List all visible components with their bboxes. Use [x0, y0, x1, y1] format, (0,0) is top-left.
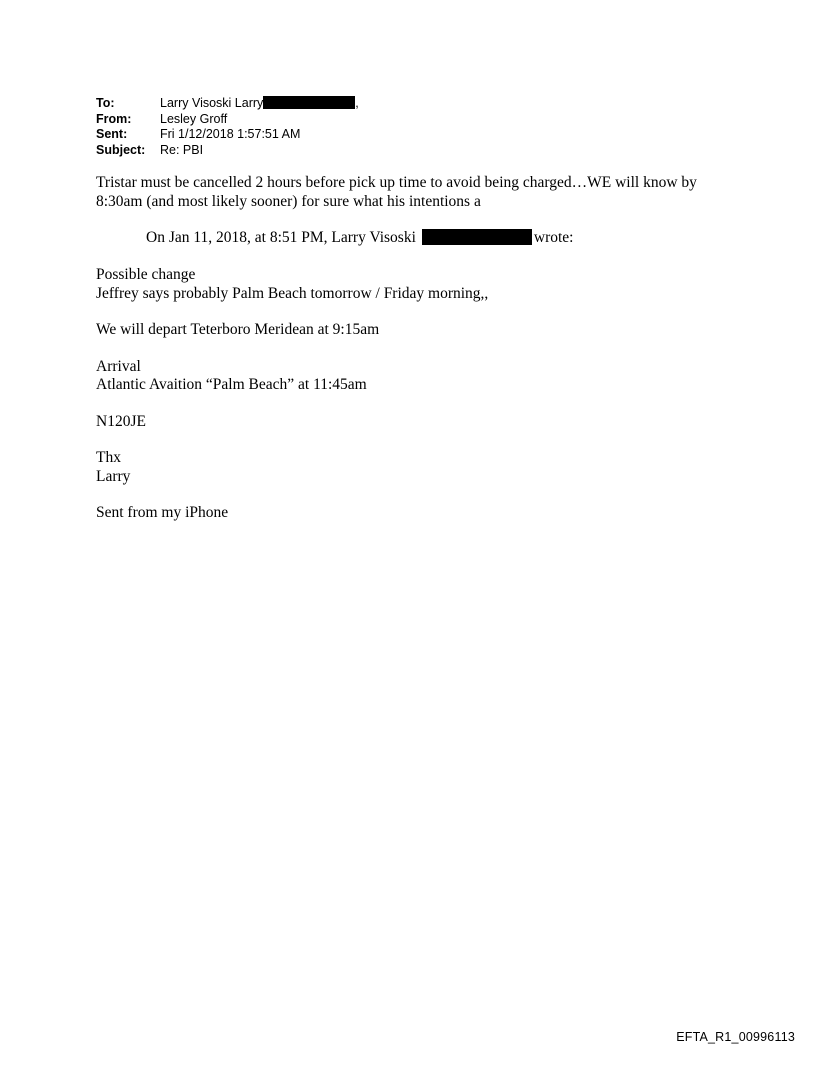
- reply-line-1: Tristar must be cancelled 2 hours before pick up time to avoid being charged…WE will know by: [96, 174, 697, 191]
- header-sent-row: [96, 127, 359, 143]
- quoted-line: Thx: [96, 449, 121, 466]
- quoted-paragraph-2: [96, 321, 736, 340]
- header-to-row: [96, 96, 359, 112]
- reply-paragraph: [96, 174, 736, 211]
- quoted-line: N120JE: [96, 412, 146, 430]
- sent-label: Sent:: [96, 127, 128, 141]
- quoted-line: Jeffrey says probably Palm Beach tomorrow / Friday morning,,: [96, 284, 489, 302]
- document-id: EFTA_R1_00996113: [676, 1030, 795, 1044]
- email-header: [96, 96, 359, 158]
- quoted-message: [96, 266, 736, 541]
- sent-value: Fri 1/12/2018 1:57:51 AM: [160, 127, 301, 141]
- quoted-paragraph-1: [96, 266, 736, 303]
- quoted-paragraph-5: [96, 449, 736, 486]
- quoted-line: Larry: [96, 467, 131, 485]
- quoted-line: Atlantic Avaition “Palm Beach” at 11:45am: [96, 376, 367, 393]
- from-value: Lesley Groff: [160, 111, 228, 126]
- redaction-box: [422, 229, 532, 245]
- quoted-paragraph-6: [96, 504, 736, 523]
- to-value: [160, 96, 359, 112]
- quote-attribution: [146, 229, 574, 248]
- to-name: Larry Visoski Larry: [160, 96, 264, 110]
- quote-suffix: wrote:: [533, 229, 574, 246]
- to-label: To:: [96, 96, 115, 110]
- header-subject-row: [96, 143, 359, 159]
- subject-value: Re: PBI: [160, 142, 204, 157]
- reply-body: [96, 174, 736, 229]
- quoted-paragraph-3: [96, 358, 736, 395]
- from-label: From:: [96, 111, 132, 126]
- subject-label: Subject:: [96, 142, 146, 157]
- quoted-line: Sent from my iPhone: [96, 504, 229, 521]
- quoted-line: Possible change: [96, 266, 196, 283]
- header-from-row: [96, 112, 359, 128]
- reply-line-2: 8:30am (and most likely sooner) for sure what his intentions a: [96, 192, 481, 210]
- quoted-line: Arrival: [96, 357, 141, 375]
- redaction-box: [263, 96, 355, 109]
- to-tail: ,: [355, 96, 359, 110]
- quoted-paragraph-4: [96, 413, 736, 432]
- quoted-line: We will depart Teterboro Meridean at 9:15am: [96, 321, 380, 338]
- quote-prefix: On Jan 11, 2018, at 8:51 PM, Larry Visoski: [146, 229, 416, 246]
